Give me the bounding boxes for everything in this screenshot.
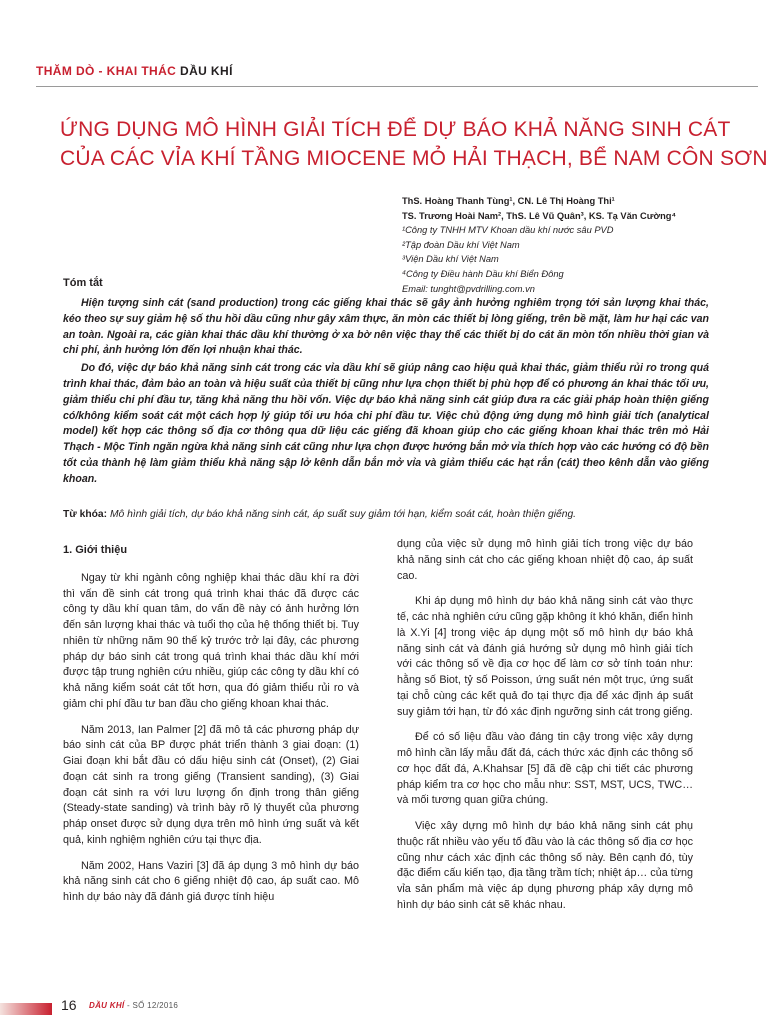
- right-paragraph-1: Khi áp dụng mô hình dự báo khả năng sinh cát vào thực tế, các nhà nghiên cứu cũng gặp không ít khó khăn, điển hình là X.Yi [4] trong việc áp dụng một số mô hình dự báo khả năng sinh cát và đánh giá hướng sử dụng mô hình giải tích với các thông số về địa cơ học để làm cơ sở tính toán như: hằng số Biot, tỷ số Poisson, ứng suất nén một trục, ứng suất tại chỗ cùng các kết quả đo tại thực địa để xác định áp suất suy giảm tới hạn, từ đó xác định ngưỡng sinh cát trong giếng.: [397, 595, 693, 718]
- abstract-heading: Tóm tắt: [63, 277, 103, 289]
- page-number: 16: [61, 997, 77, 1013]
- author-block: [402, 194, 762, 296]
- right-paragraph-3: Việc xây dựng mô hình dự báo khả năng sinh cát phụ thuộc rất nhiều vào yếu tố đầu vào là các thông số địa cơ học cũng như cách xác định các thông số này. Bên cạnh đó, tùy đặc điểm cấu kiến tạo, địa tầng trầm tích; nhiệt áp… của từng vỉa sản phẩm mà việc áp dụng phương pháp xây dựng mô hình dự báo sinh cát sẽ khác nhau.: [397, 820, 693, 911]
- abstract-paragraph-2: Do đó, việc dự báo khả năng sinh cát trong các vỉa dầu khí sẽ giúp nâng cao hiệu quả khai thác, giảm thiểu rủi ro trong quá trình khai thác, đảm bảo an toàn và hiệu suất của thiết bị cũng như lựa chọn thiết bị phù hợp để có phương án khai thác tối ưu, giảm thiểu chi phí đầu tư, tăng khả năng thu hồi vốn. Việc dự báo khả năng sinh cát giúp đưa ra các giải pháp hoàn thiện giếng có/không kiểm soát cát một cách hợp lý giúp tối ưu hóa chi phí đầu tư. Việc chủ động ứng dụng mô hình giải tích (analytical model) kết hợp các thông số địa cơ thông qua dữ liệu các giếng đã khoan giúp cho các giếng khoan khai thác trên mỏ Hải Thạch - Mộc Tinh ngăn ngừa khả năng sinh cát cũng như lựa chọn được hướng bắn mở vỉa thích hợp vào các hướng có độ bền tốt của thành hệ làm giảm thiểu khả năng sập lở kênh dẫn bắn mở vỉa và giảm thiểu các hạt rắn (cát) theo kênh dẫn vào giếng khoan.: [63, 362, 709, 485]
- authors-line-1: ThS. Hoàng Thanh Tùng¹, CN. Lê Thị Hoàng Thi¹: [402, 196, 615, 206]
- left-paragraph-1: Ngay từ khi ngành công nghiệp khai thác dầu khí ra đời thì vấn đề sinh cát trong quá trình khai thác đã được các công ty dầu khí quan tâm, do vấn đề này có ảnh hưởng lớn đến sản lượng khai thác và tuổi thọ của hệ thống thiết bị. Tuy nhiên từ những năm 90 thế kỷ trước trở lại đây, các phương pháp dự báo sinh cát trong quá trình khai thác dầu khí mới được tập trung nghiên cứu nhiều, giúp các công ty dầu khí có khả năng kiểm soát cát tốt hơn, qua đó giảm thiểu rủi ro và giảm chi phí đầu tư ban đầu cho giếng khoan khai thác.: [63, 571, 359, 710]
- header-rule: [36, 86, 758, 87]
- right-paragraph-0: dụng của việc sử dụng mô hình giải tích trong việc dự báo khả năng sinh cát cho các giếng khoan nhiệt độ cao, áp suất cao.: [397, 538, 693, 582]
- footer-accent-bar: [0, 1003, 52, 1015]
- section-tag-rest: DẦU KHÍ: [180, 64, 233, 78]
- section-tag-accent: THĂM DÒ - KHAI THÁC: [36, 64, 177, 78]
- affiliation-2: ²Tập đoàn Dầu khí Việt Nam: [402, 239, 520, 250]
- title-line-1: ỨNG DỤNG MÔ HÌNH GIẢI TÍCH ĐỂ DỰ BÁO KHẢ NĂNG SINH CÁT: [60, 118, 731, 141]
- affiliation-3: ³Viện Dầu khí Việt Nam: [402, 254, 499, 265]
- section-tag: [36, 64, 233, 78]
- left-paragraph-3: Năm 2002, Hans Vaziri [3] đã áp dụng 3 mô hình dự báo khả năng sinh cát cho 6 giếng nhiệt độ cao, áp suất cao. Mô hình dự báo này đã đánh giá được tính hiệu: [63, 859, 359, 903]
- journal-name: [89, 1001, 178, 1010]
- journal-title: DẦU KHÍ: [89, 1001, 125, 1010]
- abstract-paragraph-1: Hiện tượng sinh cát (sand production) trong các giếng khai thác sẽ gây ảnh hưởng nghiêm trọng tới sản lượng khai thác, kéo theo sự suy giảm hệ số thu hồi dầu cũng như gây xâm thực, ăn mòn các thiết bị lòng giếng, trên bề mặt, làm hư hại các van an toàn. Ngoài ra, các giàn khai thác dầu khí thường ở xa bờ nên việc thay thế các thiết bị do cát ăn mòn tốn nhiều thời gian và chi phí, ảnh hưởng lớn đến lợi nhuận khai thác.: [63, 297, 709, 357]
- title-line-2: CỦA CÁC VỈA KHÍ TẦNG MIOCENE MỎ HẢI THẠCH, BỂ NAM CÔN SƠN: [60, 147, 768, 170]
- affiliation-4: ⁴Công ty Điều hành Dầu khí Biển Đông: [402, 268, 564, 279]
- left-paragraph-2: Năm 2013, Ian Palmer [2] đã mô tả các phương pháp dự báo sinh cát của BP được phát triển thành 3 giai đoạn: (1) Giai đoạn khi bắt đầu có dấu hiệu sinh cát (Onset), (2) Giai đoạn cát sinh ra trong giếng (Transient sanding), (3) Giai đoạn cát sinh ra với lưu lượng ổn định trong thân giếng (Steady-state sanding) và trình bày rõ lý thuyết của phương pháp onset được sử dụng dựa trên mô hình ứng suất và kết quả, kinh nghiệm nghiên cứu tại thực địa.: [63, 723, 359, 846]
- journal-issue: - SỐ 12/2016: [124, 1001, 179, 1010]
- left-column: [63, 543, 359, 916]
- keywords: [63, 509, 709, 520]
- section-1-heading: 1. Giới thiệu: [63, 544, 128, 556]
- article-title: [60, 115, 768, 173]
- right-paragraph-2: Để có số liệu đầu vào đáng tin cậy trong việc xây dựng mô hình cần lấy mẫu đất đá, cách thức xác định các thông số cơ học đất đá, A.Khahsar [5] đã đề cập chi tiết các phương pháp kiểm tra cơ học cho mẫu như: SST, MST, UCS, TWC… và mối tương quan giữa chúng.: [397, 731, 693, 807]
- authors-line-2: TS. Trương Hoài Nam², ThS. Lê Vũ Quân³, KS. Tạ Văn Cường⁴: [402, 210, 677, 221]
- keywords-text: Mô hình giải tích, dự báo khả năng sinh cát, áp suất suy giảm tới hạn, kiểm soát cát, hoàn thiện giếng.: [107, 509, 577, 520]
- affiliation-1: ¹Công ty TNHH MTV Khoan dầu khí nước sâu PVD: [402, 225, 614, 236]
- contact-email: Email: tunght@pvdrilling.com.vn: [402, 283, 535, 294]
- keywords-label: Từ khóa:: [63, 509, 108, 520]
- right-column: [397, 537, 693, 924]
- abstract-body: [63, 296, 709, 488]
- running-header: [36, 62, 758, 80]
